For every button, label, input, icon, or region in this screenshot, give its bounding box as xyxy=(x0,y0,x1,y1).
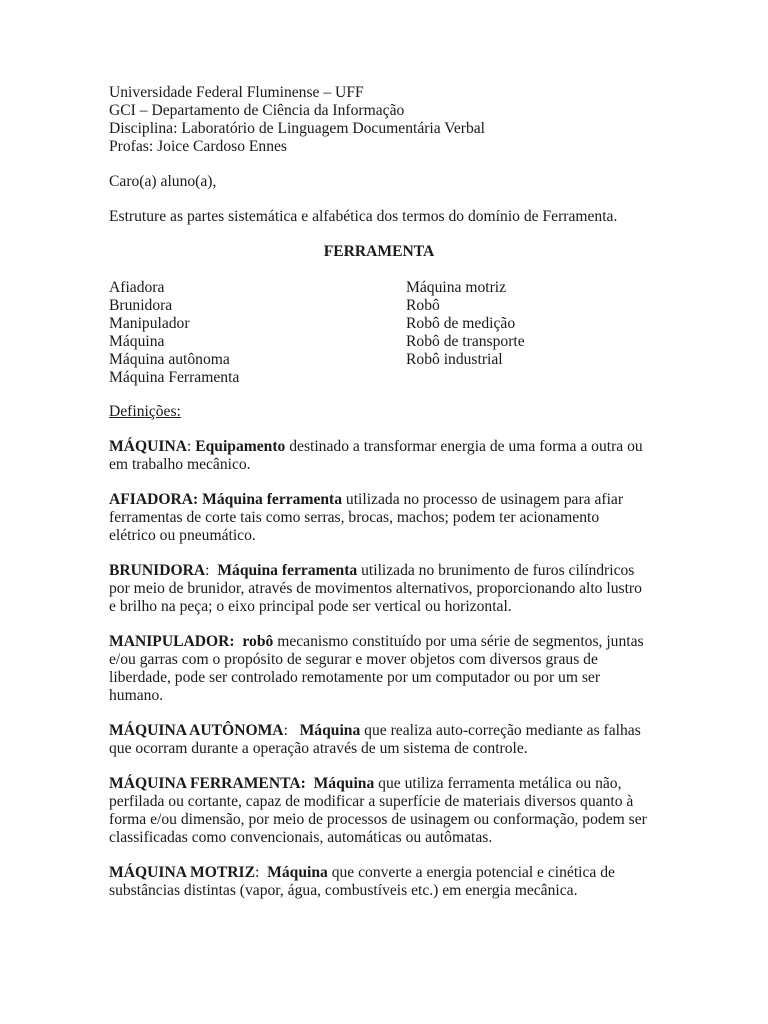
definition-item xyxy=(109,864,649,900)
definition-item xyxy=(109,633,649,705)
instruction-domain: Ferramenta xyxy=(542,208,614,225)
term-item: Robô de transporte xyxy=(406,333,525,350)
definitions-heading: Definições: xyxy=(109,403,181,420)
definitions-list xyxy=(109,438,649,900)
term-item: Máquina xyxy=(109,333,165,350)
definition-reference: Máquina xyxy=(313,775,375,792)
definition-text: utilizada no processo de usinagem para afiar ferramentas de corte tais como serras, brocas, machos; podem ter acionamento elétrico ou pneumático. xyxy=(109,491,624,544)
definition-reference: Máquina ferramenta xyxy=(217,562,358,579)
definition-reference: robô xyxy=(242,633,274,650)
definition-text: utilizada no brunimento de furos cilíndricos por meio de brunidor, através de movimentos alternativos, proporcionando alto lustro e brilho na peça; o eixo principal pode ser vertical ou horizontal. xyxy=(109,562,642,615)
definition-text: destinado a transformar energia de uma forma a outra ou em trabalho mecânico. xyxy=(109,438,643,473)
definition-text: que utiliza ferramenta metálica ou não, perfilada ou cortante, capaz de modificar a superfície de materiais diversos quanto à forma e/ou dimensão, por meio de processos de usinagem ou conformação, podem ser classificadas como convencionais, automáticas ou autômatas. xyxy=(109,775,647,846)
document-page xyxy=(109,84,649,900)
definition-reference: Máquina xyxy=(267,864,328,881)
definition-separator: : xyxy=(254,864,268,881)
definition-item xyxy=(109,438,649,474)
professor-line: Profas: Joice Cardoso Ennes xyxy=(109,138,287,155)
definition-term: BRUNIDORA xyxy=(109,562,206,579)
terms-column-left xyxy=(109,279,239,387)
instruction-end: . xyxy=(613,208,618,225)
university-line: Universidade Federal Fluminense – UFF xyxy=(109,84,364,101)
document-title: FERRAMENTA xyxy=(323,243,435,260)
definition-item xyxy=(109,775,649,847)
term-item: Robô industrial xyxy=(406,351,503,368)
term-item: Robô de medição xyxy=(406,315,516,332)
instruction-text: Estruture as partes sistemática e alfabética dos termos do domínio de xyxy=(109,208,543,225)
definition-item xyxy=(109,491,649,545)
definition-separator: : xyxy=(186,438,196,455)
definition-text: mecanismo constituído por uma série de segmentos, juntas e/ou garras com o propósito de segurar e mover objetos com diversos graus de liberdade, pode ser controlado remotamente por um computador ou por um ser humano. xyxy=(109,633,644,704)
definition-separator: : xyxy=(283,722,300,739)
terms-column-right xyxy=(406,279,525,369)
definition-term: MÁQUINA xyxy=(109,438,187,455)
definition-reference: Equipamento xyxy=(195,438,286,455)
definition-reference: Máquina ferramenta xyxy=(202,491,343,508)
department-line: GCI – Departamento de Ciência da Informação xyxy=(109,102,405,119)
definition-term: AFIADORA: xyxy=(109,491,199,508)
definition-item xyxy=(109,722,649,758)
term-item: Afiadora xyxy=(109,279,165,296)
definition-separator: : xyxy=(205,562,218,579)
term-item: Robô xyxy=(406,297,440,314)
greeting: Caro(a) aluno(a), xyxy=(109,173,217,190)
discipline-line: Disciplina: Laboratório de Linguagem Documentária Verbal xyxy=(109,120,486,137)
term-item: Brunidora xyxy=(109,297,173,314)
definition-reference: Máquina xyxy=(299,722,361,739)
term-item: Manipulador xyxy=(109,315,190,332)
definition-text: que realiza auto-correção mediante as falhas que ocorram durante a operação através de um sistema de controle. xyxy=(109,722,641,757)
instruction xyxy=(109,208,649,226)
terms-list xyxy=(109,279,649,387)
document-header xyxy=(109,84,649,156)
term-item: Máquina autônoma xyxy=(109,351,230,368)
term-item: Máquina Ferramenta xyxy=(109,369,240,386)
term-item: Máquina motriz xyxy=(406,279,507,296)
definition-term: MÁQUINA MOTRIZ xyxy=(109,864,255,881)
definition-text: que converte a energia potencial e cinética de substâncias distintas (vapor, água, combustíveis etc.) em energia mecânica. xyxy=(109,864,615,899)
definition-separator xyxy=(306,775,314,792)
definition-term: MANIPULADOR: xyxy=(109,633,235,650)
definition-item xyxy=(109,562,649,616)
definition-term: MÁQUINA AUTÔNOMA xyxy=(109,722,284,739)
definition-term: MÁQUINA FERRAMENTA: xyxy=(109,775,306,792)
